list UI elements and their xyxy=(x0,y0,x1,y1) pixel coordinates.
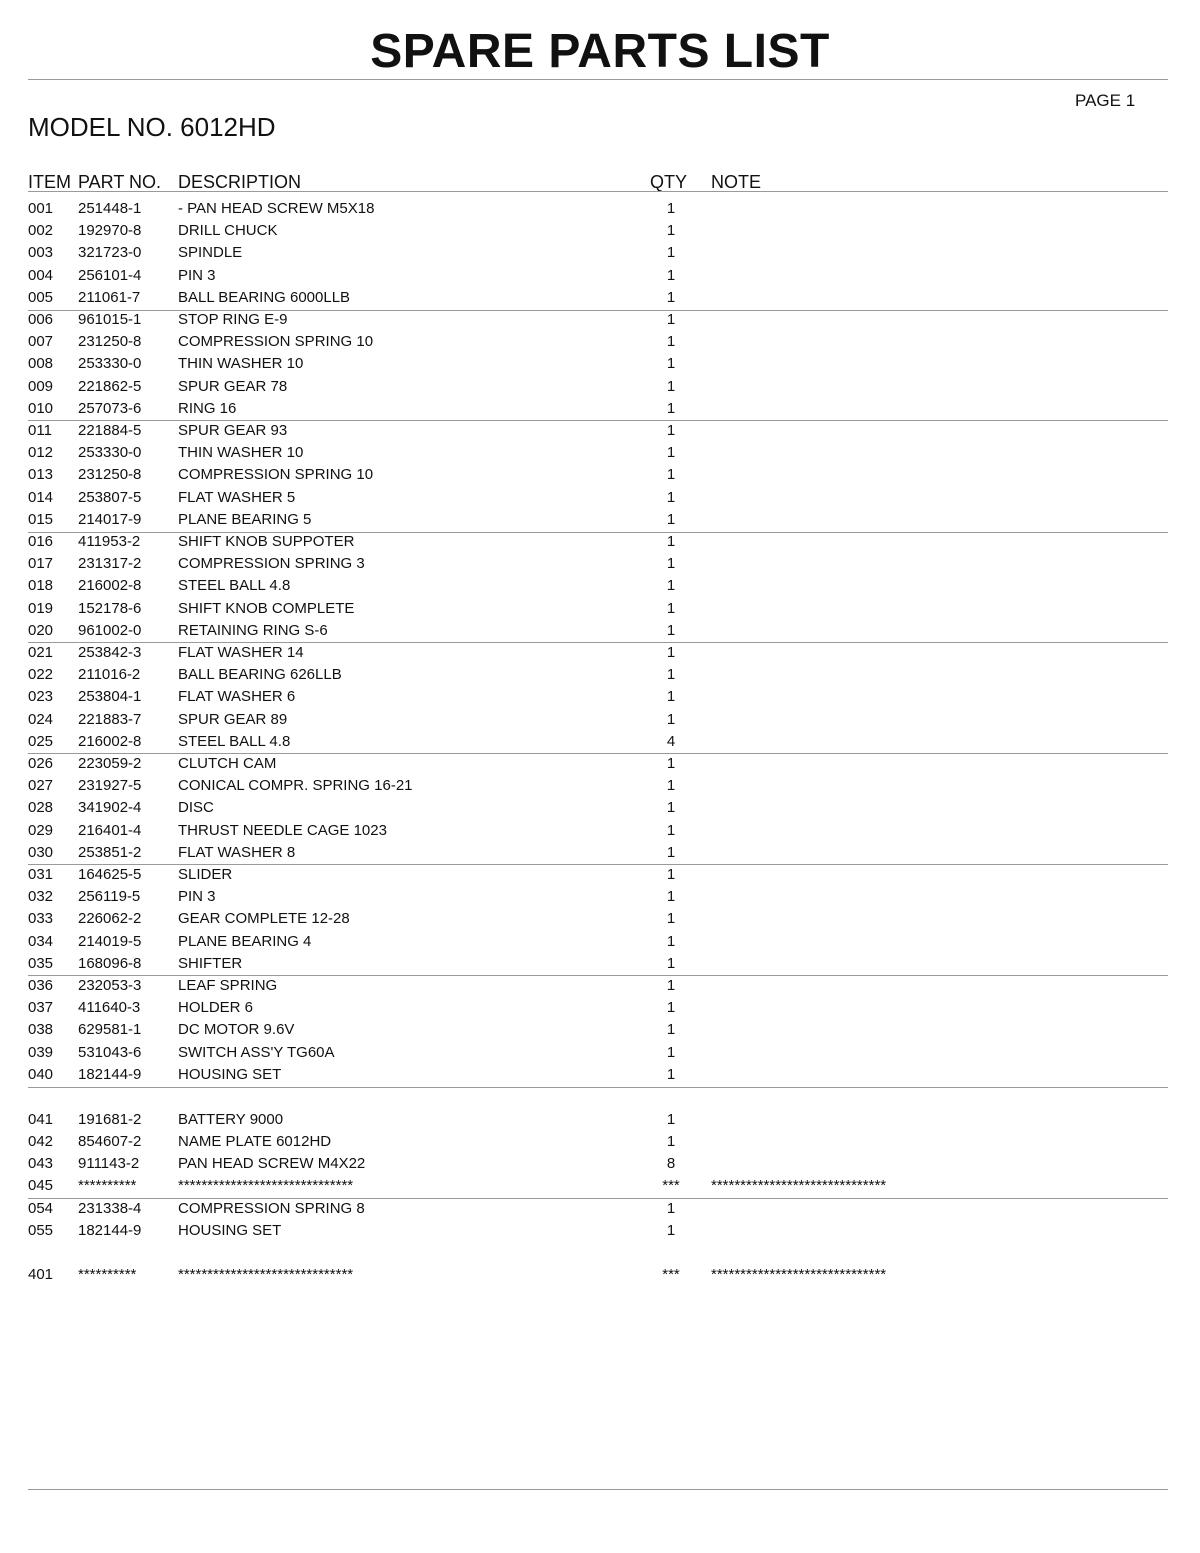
part-no-cell: 191681-2 xyxy=(78,1111,142,1128)
qty-cell: 1 xyxy=(666,422,676,439)
part-no-cell: 232053-3 xyxy=(78,977,142,994)
qty-cell: 1 xyxy=(666,222,676,240)
col-header-description: DESCRIPTION xyxy=(178,172,302,192)
item-cell: 022 xyxy=(28,666,54,684)
description-cell: ****************************** xyxy=(178,1177,354,1194)
qty-cell: 1 xyxy=(666,488,676,506)
qty-cell: 1 xyxy=(666,954,676,972)
item-cell: 030 xyxy=(28,843,54,861)
part-no-cell: 182144-9 xyxy=(78,1222,142,1239)
qty-cell: 1 xyxy=(666,888,676,906)
part-no-cell: 961015-1 xyxy=(78,311,142,328)
description-cell: SWITCH ASS'Y TG60A xyxy=(178,1043,335,1061)
qty-cell: 1 xyxy=(666,843,676,861)
description-cell: COMPRESSION SPRING 3 xyxy=(178,555,365,573)
group-separator xyxy=(28,532,1168,533)
qty-cell: 1 xyxy=(666,666,676,684)
description-cell: RETAINING RING S-6 xyxy=(178,621,328,639)
part-no-cell: 257073-6 xyxy=(78,399,142,417)
part-no-cell: 253330-0 xyxy=(78,444,142,462)
description-cell: HOLDER 6 xyxy=(178,999,254,1017)
part-no-cell: 854607-2 xyxy=(78,1133,142,1150)
item-cell: 028 xyxy=(28,799,54,817)
qty-cell: 1 xyxy=(666,266,676,284)
qty-cell: 1 xyxy=(666,200,676,217)
description-cell: HOUSING SET xyxy=(178,1065,282,1083)
qty-cell: 1 xyxy=(666,821,676,839)
description-cell: SHIFTER xyxy=(178,954,243,972)
item-cell: 029 xyxy=(28,821,54,839)
description-cell: DISC xyxy=(178,799,214,817)
qty-cell: 1 xyxy=(666,932,676,950)
item-cell: 015 xyxy=(28,510,54,528)
group-separator xyxy=(28,1087,1168,1088)
item-cell: 401 xyxy=(28,1266,54,1283)
page-title: SPARE PARTS LIST xyxy=(370,25,830,78)
part-no-cell: 216002-8 xyxy=(78,732,142,750)
note-cell: ****************************** xyxy=(711,1177,887,1194)
qty-cell: 1 xyxy=(666,1222,676,1239)
qty-cell: 1 xyxy=(666,866,676,883)
qty-cell: 8 xyxy=(666,1155,676,1172)
part-no-cell: 182144-9 xyxy=(78,1065,142,1083)
part-no-cell: 168096-8 xyxy=(78,954,142,972)
part-no-cell: 221884-5 xyxy=(78,422,142,439)
qty-cell: 1 xyxy=(666,910,676,928)
description-cell: PIN 3 xyxy=(178,266,216,284)
part-no-cell: 216002-8 xyxy=(78,577,142,595)
qty-cell: 1 xyxy=(666,444,676,462)
qty-cell: 1 xyxy=(666,333,676,351)
col-header-qty: QTY xyxy=(650,172,688,192)
item-cell: 019 xyxy=(28,599,54,617)
item-cell: 036 xyxy=(28,977,54,994)
qty-cell: 1 xyxy=(666,466,676,484)
description-cell: SLIDER xyxy=(178,866,233,883)
col-header-part-no: PART NO. xyxy=(78,172,162,192)
qty-cell: 1 xyxy=(666,555,676,573)
description-cell: THRUST NEEDLE CAGE 1023 xyxy=(178,821,387,839)
item-cell: 041 xyxy=(28,1111,54,1128)
qty-cell: 1 xyxy=(666,688,676,706)
item-cell: 025 xyxy=(28,732,54,750)
item-cell: 017 xyxy=(28,555,54,573)
description-cell: PAN HEAD SCREW M4X22 xyxy=(178,1155,366,1172)
part-no-cell: 253851-2 xyxy=(78,843,142,861)
item-cell: 010 xyxy=(28,399,54,417)
part-no-cell: 253842-3 xyxy=(78,644,142,661)
qty-cell: 1 xyxy=(666,355,676,373)
group-separator xyxy=(28,310,1168,311)
item-cell: 043 xyxy=(28,1155,54,1172)
title-rule xyxy=(28,79,1168,80)
description-cell: DC MOTOR 9.6V xyxy=(178,1021,295,1039)
part-no-cell: 961002-0 xyxy=(78,621,142,639)
group-separator xyxy=(28,864,1168,865)
qty-cell: 1 xyxy=(666,599,676,617)
item-cell: 008 xyxy=(28,355,54,373)
description-cell: STEEL BALL 4.8 xyxy=(178,577,291,595)
group-separator xyxy=(28,975,1168,976)
qty-cell: 1 xyxy=(666,777,676,795)
item-cell: 055 xyxy=(28,1222,54,1239)
description-cell: THIN WASHER 10 xyxy=(178,444,304,462)
description-cell: PLANE BEARING 5 xyxy=(178,510,312,528)
part-no-cell: 253330-0 xyxy=(78,355,142,373)
part-no-cell: 256101-4 xyxy=(78,266,142,284)
item-cell: 038 xyxy=(28,1021,54,1039)
group-separator xyxy=(28,420,1168,421)
part-no-cell: 226062-2 xyxy=(78,910,142,928)
description-cell: COMPRESSION SPRING 10 xyxy=(178,466,374,484)
item-cell: 002 xyxy=(28,222,54,240)
description-cell: RING 16 xyxy=(178,399,237,417)
part-no-cell: 231250-8 xyxy=(78,466,142,484)
qty-cell: 1 xyxy=(666,1065,676,1083)
description-cell: LEAF SPRING xyxy=(178,977,278,994)
part-no-cell: 214017-9 xyxy=(78,510,142,528)
item-cell: 035 xyxy=(28,954,54,972)
qty-cell: 1 xyxy=(666,1200,676,1217)
qty-cell: 4 xyxy=(666,732,676,750)
description-cell: SPINDLE xyxy=(178,244,243,262)
qty-cell: 1 xyxy=(666,644,676,661)
item-cell: 016 xyxy=(28,533,54,550)
description-cell: THIN WASHER 10 xyxy=(178,355,304,373)
description-cell: CONICAL COMPR. SPRING 16-21 xyxy=(178,777,413,795)
part-no-cell: 223059-2 xyxy=(78,755,142,772)
qty-cell: 1 xyxy=(666,999,676,1017)
description-cell: - PAN HEAD SCREW M5X18 xyxy=(178,200,375,217)
part-no-cell: 251448-1 xyxy=(78,200,142,217)
item-cell: 007 xyxy=(28,333,54,351)
qty-cell: 1 xyxy=(666,1133,676,1150)
qty-cell: 1 xyxy=(666,510,676,528)
part-no-cell: 256119-5 xyxy=(78,888,141,906)
item-cell: 027 xyxy=(28,777,54,795)
part-no-cell: ********** xyxy=(78,1177,137,1194)
item-cell: 021 xyxy=(28,644,54,661)
description-cell: STOP RING E-9 xyxy=(178,311,288,328)
description-cell: GEAR COMPLETE 12-28 xyxy=(178,910,350,928)
description-cell: SHIFT KNOB COMPLETE xyxy=(178,599,355,617)
description-cell: SPUR GEAR 93 xyxy=(178,422,288,439)
qty-cell: 1 xyxy=(666,399,676,417)
description-cell: NAME PLATE 6012HD xyxy=(178,1133,332,1150)
item-cell: 039 xyxy=(28,1043,54,1061)
description-cell: COMPRESSION SPRING 10 xyxy=(178,333,374,351)
item-cell: 020 xyxy=(28,621,54,639)
part-no-cell: 211016-2 xyxy=(78,666,141,684)
model-number: MODEL NO. 6012HD xyxy=(28,112,276,142)
description-cell: DRILL CHUCK xyxy=(178,222,278,240)
description-cell: HOUSING SET xyxy=(178,1222,282,1239)
part-no-cell: 152178-6 xyxy=(78,599,142,617)
description-cell: CLUTCH CAM xyxy=(178,755,277,772)
qty-cell: 1 xyxy=(666,755,676,772)
description-cell: STEEL BALL 4.8 xyxy=(178,732,291,750)
part-no-cell: 211061-7 xyxy=(78,288,141,306)
qty-cell: *** xyxy=(662,1177,680,1194)
part-no-cell: 214019-5 xyxy=(78,932,142,950)
item-cell: 009 xyxy=(28,377,54,395)
qty-cell: 1 xyxy=(666,377,676,395)
item-cell: 001 xyxy=(28,200,54,217)
description-cell: FLAT WASHER 5 xyxy=(178,488,296,506)
item-cell: 034 xyxy=(28,932,54,950)
part-no-cell: 192970-8 xyxy=(78,222,142,240)
part-no-cell: 231927-5 xyxy=(78,777,142,795)
item-cell: 032 xyxy=(28,888,54,906)
group-separator xyxy=(28,642,1168,643)
part-no-cell: 221862-5 xyxy=(78,377,142,395)
description-cell: SPUR GEAR 89 xyxy=(178,710,288,728)
qty-cell: 1 xyxy=(666,533,676,550)
part-no-cell: 216401-4 xyxy=(78,821,142,839)
col-header-note: NOTE xyxy=(711,172,762,192)
description-cell: SHIFT KNOB SUPPOTER xyxy=(178,533,355,550)
qty-cell: 1 xyxy=(666,288,676,306)
group-separator xyxy=(28,1198,1168,1199)
part-no-cell: 341902-4 xyxy=(78,799,142,817)
description-cell: PLANE BEARING 4 xyxy=(178,932,312,950)
header-rule xyxy=(28,191,1168,192)
note-cell: ****************************** xyxy=(711,1266,887,1283)
group-separator xyxy=(28,753,1168,754)
item-cell: 024 xyxy=(28,710,54,728)
qty-cell: 1 xyxy=(666,977,676,994)
qty-cell: 1 xyxy=(666,311,676,328)
description-cell: BALL BEARING 626LLB xyxy=(178,666,342,684)
item-cell: 006 xyxy=(28,311,54,328)
footer-rule xyxy=(28,1489,1168,1490)
part-no-cell: 221883-7 xyxy=(78,710,142,728)
qty-cell: *** xyxy=(662,1266,680,1283)
part-no-cell: 411953-2 xyxy=(78,533,141,550)
qty-cell: 1 xyxy=(666,1021,676,1039)
part-no-cell: 531043-6 xyxy=(78,1043,142,1061)
part-no-cell: 411640-3 xyxy=(78,999,141,1017)
part-no-cell: 231250-8 xyxy=(78,333,142,351)
item-cell: 003 xyxy=(28,244,54,262)
item-cell: 040 xyxy=(28,1065,54,1083)
description-cell: FLAT WASHER 8 xyxy=(178,843,296,861)
item-cell: 026 xyxy=(28,755,54,772)
part-no-cell: 321723-0 xyxy=(78,244,142,262)
item-cell: 054 xyxy=(28,1200,54,1217)
part-no-cell: 231338-4 xyxy=(78,1200,142,1217)
description-cell: BATTERY 9000 xyxy=(178,1111,284,1128)
item-cell: 033 xyxy=(28,910,54,928)
item-cell: 031 xyxy=(28,866,54,883)
description-cell: ****************************** xyxy=(178,1266,354,1283)
part-no-cell: 253804-1 xyxy=(78,688,142,706)
item-cell: 023 xyxy=(28,688,54,706)
item-cell: 004 xyxy=(28,266,54,284)
part-no-cell: 911143-2 xyxy=(78,1155,140,1172)
qty-cell: 1 xyxy=(666,577,676,595)
qty-cell: 1 xyxy=(666,710,676,728)
qty-cell: 1 xyxy=(666,1043,676,1061)
item-cell: 005 xyxy=(28,288,54,306)
item-cell: 014 xyxy=(28,488,54,506)
qty-cell: 1 xyxy=(666,1111,676,1128)
description-cell: PIN 3 xyxy=(178,888,216,906)
part-no-cell: 253807-5 xyxy=(78,488,142,506)
qty-cell: 1 xyxy=(666,799,676,817)
part-no-cell: 164625-5 xyxy=(78,866,142,883)
description-cell: FLAT WASHER 14 xyxy=(178,644,304,661)
description-cell: BALL BEARING 6000LLB xyxy=(178,288,351,306)
item-cell: 011 xyxy=(28,422,52,439)
item-cell: 045 xyxy=(28,1177,54,1194)
item-cell: 018 xyxy=(28,577,54,595)
col-header-item: ITEM xyxy=(28,172,71,192)
part-no-cell: ********** xyxy=(78,1266,137,1283)
qty-cell: 1 xyxy=(666,244,676,262)
part-no-cell: 629581-1 xyxy=(78,1021,142,1039)
item-cell: 013 xyxy=(28,466,54,484)
item-cell: 042 xyxy=(28,1133,54,1150)
item-cell: 037 xyxy=(28,999,54,1017)
item-cell: 012 xyxy=(28,444,54,462)
qty-cell: 1 xyxy=(666,621,676,639)
part-no-cell: 231317-2 xyxy=(78,555,142,573)
description-cell: COMPRESSION SPRING 8 xyxy=(178,1200,365,1217)
page-number: PAGE 1 xyxy=(1075,91,1136,110)
description-cell: FLAT WASHER 6 xyxy=(178,688,296,706)
description-cell: SPUR GEAR 78 xyxy=(178,377,288,395)
